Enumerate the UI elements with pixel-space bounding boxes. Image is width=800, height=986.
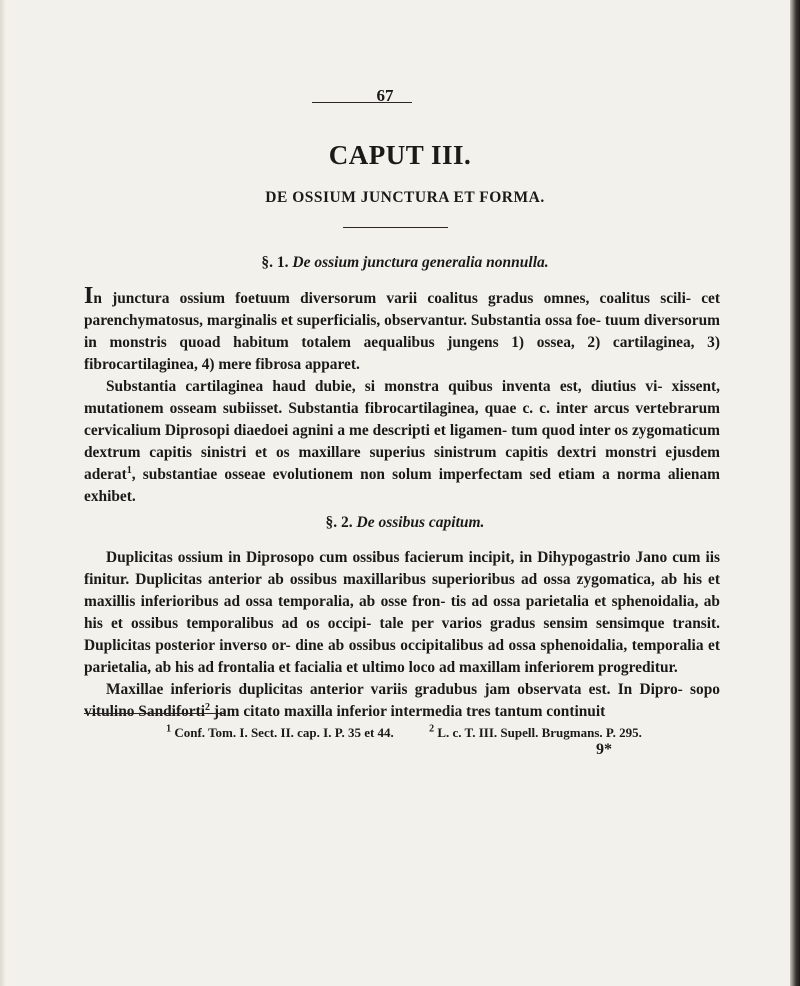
footnote — [429, 725, 642, 740]
section-2-heading — [0, 514, 800, 532]
title-rule — [343, 227, 448, 228]
dropcap-letter: I — [84, 283, 94, 309]
paragraph — [84, 283, 720, 376]
paragraph — [84, 679, 720, 723]
footnotes — [84, 725, 724, 741]
section-1-number: §. 1. — [261, 254, 289, 271]
footnote-rule — [84, 713, 224, 714]
footnote-marker: 2 — [429, 723, 435, 735]
section-1-body — [84, 283, 720, 508]
paragraph-text: Substantia cartilaginea haud dubie, si monstra quibus inventa est, diutius vi- xissent, mutationem osseam subiisset. Substantia fibrocartilaginea, quae c. c. inter arcus vertebrarum cervicalium Diprosopi diaedoei agnini a me descripti et ligamen- tum quod inter os zygomaticum dextrum capitis sinistri et os maxillare superius sinistrum capitis dextri monstri ejusdem aderat — [84, 378, 720, 483]
paragraph-text: Maxillae inferioris duplicitas anterior variis gradubus jam observata est. In Dipro- sopo vitulino Sandiforti — [84, 681, 720, 720]
section-2-number: §. 2. — [325, 514, 353, 531]
header-rule — [312, 102, 412, 103]
chapter-title: CAPUT III. — [328, 140, 472, 170]
chapter-subtitle: DE OSSIUM JUNCTURA ET FORMA. — [265, 189, 545, 206]
footnote-text: L. c. T. III. Supell. Brugmans. P. 295. — [437, 725, 642, 740]
page-number: 67 — [376, 86, 394, 105]
footnote — [166, 725, 394, 740]
signature-mark: 9* — [596, 741, 612, 758]
footnote-marker: 1 — [166, 723, 172, 735]
footnote-text: Conf. Tom. I. Sect. II. cap. I. P. 35 et 44. — [174, 725, 394, 740]
paragraph-text: n junctura ossium foetuum diversorum varii coalitus gradus omnes, coalitus scili- cet parenchymatosus, marginalis et superficialis, observantur. Substantia ossa foe- tuum diversorum in monstris quoad habitum totalem aequalibus jungens 1) ossea, 2) cartilaginea, 3) fibrocartilaginea, 4) mere fibrosa apparet. — [84, 290, 720, 373]
paragraph — [84, 547, 720, 679]
footnote-ref: 1 — [126, 464, 132, 476]
section-2-title: De ossibus capitum. — [356, 514, 485, 531]
paragraph — [84, 376, 720, 508]
paragraph-text: jam citato maxilla inferior intermedia tres tantum continuit — [210, 703, 606, 720]
section-1-heading — [0, 254, 800, 272]
section-2-body — [84, 547, 720, 723]
section-1-title: De ossium junctura generalia nonnulla. — [292, 254, 549, 271]
paragraph-text: Duplicitas ossium in Diprosopo cum ossibus facierum incipit, in Dihypogastrio Jano cum iis finitur. Duplicitas anterior ab ossibus maxillaribus superioribus ad ossa zygomatica, ab his et maxillis inferioribus ad ossa temporalia, ab osse fron- tis ad ossa parietalia et sphenoidalia, ab his et ossibus temporalibus ad os occipi- tale per varios gradus sensim sensimque transit. Duplicitas posterior inverso or- dine ab ossibus occipitalibus ad ossa sphenoidalia, temporalia et parietalia, ab his ad frontalia et facialia et ultimo loco ad maxillam inferiorem progreditur. — [84, 549, 720, 676]
footnote-ref: 2 — [205, 701, 211, 713]
paragraph-text: , substantiae osseae evolutionem non solum imperfectam sed etiam a norma alienam exhibet. — [84, 466, 720, 505]
